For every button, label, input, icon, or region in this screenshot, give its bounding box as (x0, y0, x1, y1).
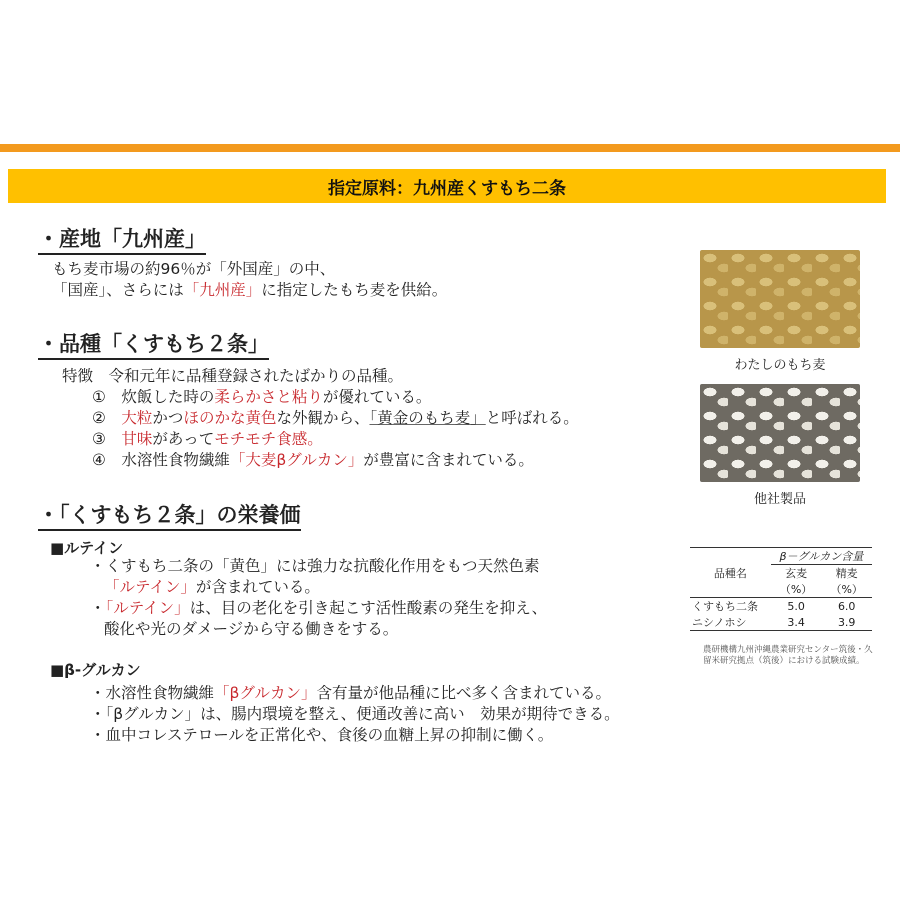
text-line (52, 280, 447, 301)
unit: （%） (830, 583, 863, 596)
unit: （%） (779, 583, 813, 596)
text-line (90, 556, 547, 577)
highlight-text: モチモチ食感。 (214, 430, 323, 448)
cell: 3.9 (837, 615, 856, 629)
text-segment: ④ 水溶性食物繊維 (92, 451, 230, 469)
highlight-text: 柔らかさと粘り (214, 388, 323, 406)
highlight-text: 甘味 (121, 430, 153, 448)
cell: 5.0 (787, 599, 805, 613)
text-segment: ・ (90, 599, 106, 617)
text-segment: ② (92, 409, 122, 427)
text-segment: に指定したもち麦を供給。 (261, 281, 448, 299)
text-segment: ・水溶性食物繊維 (90, 684, 215, 702)
text-line (92, 408, 579, 429)
text-segment: があって (152, 430, 215, 448)
table-row (690, 598, 872, 615)
col-variety: 品種名 (713, 566, 747, 580)
cell: 3.4 (787, 615, 805, 629)
text-line (92, 387, 579, 408)
text-segment: かつ (152, 409, 184, 427)
text-segment: 含有量が他品種に比べ多く含まれている。 (316, 684, 611, 702)
highlight-text: 「ルテイン」 (104, 578, 196, 596)
banner-title: 指定原料：九州産くすもち二条 (8, 169, 886, 203)
text-segment: な外観から、 (276, 409, 370, 427)
text-segment: ③ (92, 430, 122, 448)
text-segment: ・くすもち二条の「黄色」には強力な抗酸化作用をもつ天然色素 (90, 557, 540, 575)
lutein-title: ■ルテイン (50, 539, 124, 557)
highlight-text: 「九州産」 (183, 281, 262, 299)
text-segment: と呼ばれる。 (485, 409, 579, 427)
text-segment: は、目の老化を引き起こす活性酸素の発生を抑え、 (189, 599, 548, 617)
highlight-text: 大粒 (121, 409, 153, 427)
text-line (52, 259, 447, 280)
col-polished: 精麦 (835, 567, 858, 580)
text-segment: もち麦市場の約96％が「外国産」の中、 (52, 260, 336, 278)
text-line (90, 704, 620, 725)
table-note: 農研機構九州沖縄農業研究センター筑後・久留米研究拠点（筑後）における試験成績。 (703, 645, 873, 666)
glucan-title: ■β-グルカン (50, 661, 141, 679)
text-line (92, 450, 579, 471)
glucan-text (90, 683, 620, 746)
highlight-text: 「ルテイン」 (105, 599, 190, 617)
text-line (90, 598, 547, 619)
text-segment: 特徴 令和元年に品種登録されたばかりの品種。 (62, 367, 404, 385)
caption-mine: わたしのもち麦 (734, 358, 826, 373)
text-line (90, 577, 547, 598)
highlight-text: ほのかな黄色 (183, 409, 277, 427)
text-segment: ・血中コレステロールを正常化や、食後の血糖上昇の抑制に働く。 (90, 726, 554, 744)
cell: 6.0 (837, 599, 856, 613)
orange-divider (0, 144, 900, 152)
text-line (90, 683, 620, 704)
glucan-table (690, 547, 872, 631)
table-row (690, 614, 872, 631)
photo-other-product (700, 384, 860, 482)
photo-my-mochi-barley (700, 250, 860, 348)
text-line (62, 366, 403, 387)
text-segment: 「国産」、さらには (52, 281, 184, 299)
variety-intro (62, 366, 403, 387)
cell: ニシノホシ (692, 616, 747, 629)
caption-other: 他社製品 (753, 492, 806, 507)
origin-text (52, 259, 447, 301)
col-brown: 玄麦 (785, 567, 808, 580)
highlight-text: 「大麦βグルカン」 (229, 451, 364, 469)
text-segment: が含まれている。 (195, 578, 320, 596)
text-segment: 「黄金のもち麦」 (369, 409, 486, 427)
heading-origin: ・産地「九州産」 (38, 226, 206, 255)
heading-variety: ・品種「くすもち２条」 (38, 331, 269, 360)
highlight-text: 「βグルカン」 (214, 684, 317, 702)
col-group: β－グルカン含量 (771, 548, 872, 565)
text-segment: が優れている。 (322, 388, 432, 406)
cell: くすもち二条 (692, 600, 758, 613)
lutein-text (90, 556, 547, 640)
text-segment: 酸化や光のダメージから守る働きをする。 (104, 620, 399, 638)
text-segment: ① 炊飯した時の (92, 388, 215, 406)
text-line (92, 429, 579, 450)
text-segment: ・「βグルカン」は、腸内環境を整え、便通改善に高い 効果が期待できる。 (90, 705, 620, 723)
text-segment: が豊富に含まれている。 (363, 451, 534, 469)
text-line (90, 725, 620, 746)
heading-nutrition: ・「くすもち２条」の栄養価 (38, 502, 301, 531)
variety-features (92, 387, 579, 471)
text-line (90, 619, 547, 640)
